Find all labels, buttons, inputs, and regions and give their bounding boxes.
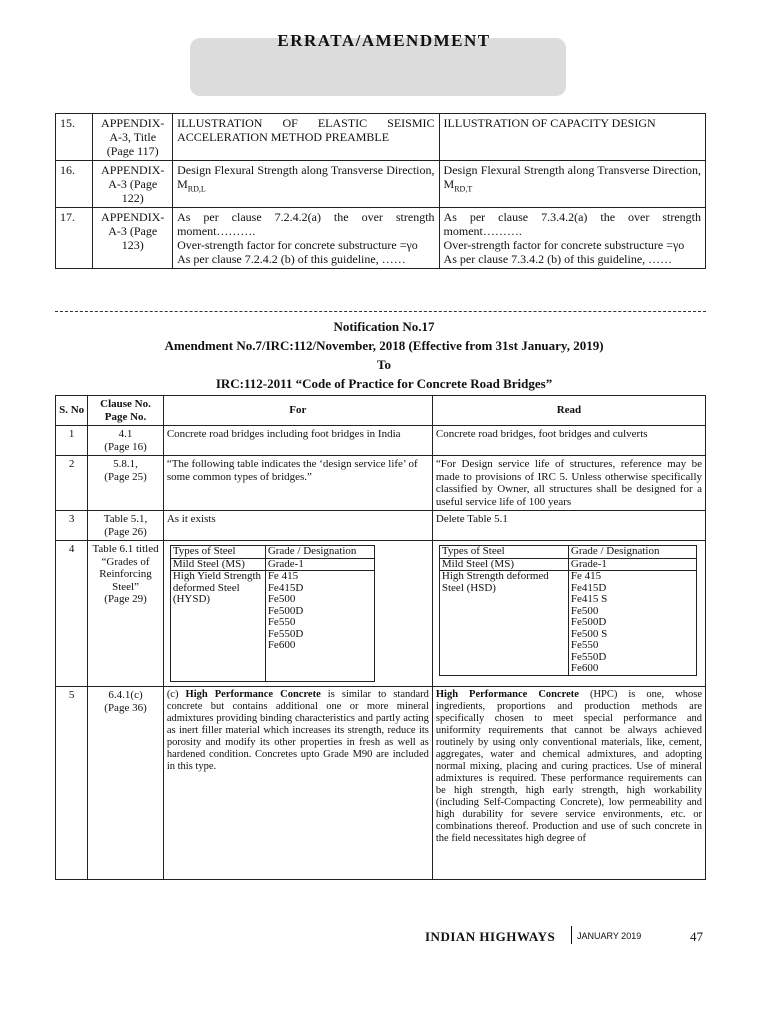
header-sno: S. No <box>56 396 88 426</box>
inner-header-row <box>439 546 696 559</box>
issue-date: JANUARY 2019 <box>577 931 642 941</box>
row-number: 4 <box>56 541 88 687</box>
row-number: 16. <box>56 161 93 208</box>
steel-type: Mild Steel (MS) <box>170 558 265 571</box>
clause-page: (Page 25) <box>104 470 147 483</box>
table-row <box>56 114 706 161</box>
for-text <box>163 687 432 880</box>
clause-page: (Page 16) <box>104 440 147 453</box>
for-text: “The following table indicates the ‘design service life’ of some common types of bridges.” <box>163 456 432 511</box>
inner-row <box>170 558 374 571</box>
for-steel-cell <box>163 541 432 687</box>
for-text-main: Design Flexural Strength along Transverse Direction, M <box>177 163 435 191</box>
steel-grade: Grade-1 <box>568 558 696 571</box>
steel-grade: Fe 415 Fe415D Fe415 S Fe500 Fe500D Fe500 S Fe550 Fe550D Fe600 <box>568 571 696 676</box>
read-bold-term: High Performance Concrete <box>435 689 579 700</box>
read-line: As per clause 7.3.4.2(a) the over strength moment………. <box>443 210 701 238</box>
clause-page: (Page 29) <box>104 593 147 605</box>
for-text: ILLUSTRATION OF ELASTIC SEISMIC ACCELERATION METHOD PREAMBLE <box>173 114 439 161</box>
for-text: As it exists <box>163 511 432 541</box>
clause-cell <box>88 541 164 687</box>
clause-cell <box>88 511 164 541</box>
footer-separator <box>571 926 572 944</box>
steel-type: High Strength deformed Steel (HSD) <box>439 571 568 676</box>
read-text: “For Design service life of structures, reference may be made to provisions of IRC 5. Unless otherwise specifically classified by Owner, all structures shall be designed for a useful service life of 100 years <box>432 456 705 511</box>
inner-header-row <box>170 546 374 559</box>
clause-no: 6.4.1(c) <box>108 689 143 701</box>
clause-page: (Page 36) <box>104 701 147 714</box>
read-subscript: RD,T <box>454 184 473 194</box>
table-row <box>56 161 706 208</box>
clause-no: Table 6.1 titled “Grades of Reinforcing Steel” <box>92 543 159 593</box>
steel-type: High Yield Strength deformed Steel (HYSD) <box>170 571 265 682</box>
table-row <box>56 456 706 511</box>
table-row <box>56 541 706 687</box>
for-text <box>173 208 439 269</box>
inner-header: Types of Steel <box>170 546 265 559</box>
read-steel-cell <box>432 541 705 687</box>
clause-no: 5.8.1, <box>113 458 138 470</box>
clause-no: 4.1 <box>118 428 133 440</box>
amendment-table <box>55 395 706 880</box>
steel-type: Mild Steel (MS) <box>439 558 568 571</box>
reference: APPENDIX-A-3, Title (Page 117) <box>93 114 173 161</box>
code-title: IRC:112-2011 “Code of Practice for Concrete Road Bridges” <box>215 376 553 391</box>
row-number: 2 <box>56 456 88 511</box>
read-text <box>439 161 705 208</box>
read-body: (HPC) is one, whose ingredients, proportions and production methods are specifically chosen to meet special performance and uniformity requirements that cannot be always achieved routinely by using only conventional materials, like, cement, aggregates, water and chemical admixtures, and adopting normal mixing, placing and curing practices. Use of mineral admixtures is required. These performance requirements can be high strength, high early strength, high workability (including Self-Compacting Concrete), low permeability and high durability for severe service environments, etc. or combinations thereof. Production and use of such concrete in the field necessitates high degree of <box>435 689 702 844</box>
header-clause: Clause No. Page No. <box>88 396 164 426</box>
inner-header: Grade / Designation <box>265 546 374 559</box>
table-row <box>56 426 706 456</box>
clause-page: (Page 26) <box>104 525 147 538</box>
read-text: ILLUSTRATION OF CAPACITY DESIGN <box>439 114 705 161</box>
read-text: Concrete road bridges, foot bridges and culverts <box>432 426 705 456</box>
table-row <box>56 687 706 880</box>
errata-table <box>55 113 706 269</box>
publication-name: INDIAN HIGHWAYS <box>425 929 556 944</box>
table-header-row <box>56 396 706 426</box>
for-line: As per clause 7.2.4.2 (b) of this guideline, …… <box>177 252 406 266</box>
for-bold-term: High Performance Concrete <box>185 689 321 700</box>
inner-row <box>439 571 696 676</box>
reference: APPENDIX-A-3 (Page 122) <box>93 161 173 208</box>
inner-row <box>170 571 374 682</box>
read-line: Over-strength factor for concrete substructure =γo <box>443 238 685 252</box>
steel-grade: Fe 415 Fe415D Fe500 Fe500D Fe550 Fe550D Fe600 <box>265 571 374 682</box>
row-number: 17. <box>56 208 93 269</box>
header-read: Read <box>432 396 705 426</box>
for-steel-table <box>170 545 375 682</box>
steel-grade: Grade-1 <box>265 558 374 571</box>
reference: APPENDIX-A-3 (Page 123) <box>93 208 173 269</box>
read-text <box>432 687 705 880</box>
clause-cell <box>88 456 164 511</box>
amendment-line: Amendment No.7/IRC:112/November, 2018 (Effective from 31st January, 2019) <box>164 338 604 353</box>
clause-no: Table 5.1, <box>103 513 148 525</box>
clause-cell <box>88 687 164 880</box>
notification-number: Notification No.17 <box>333 319 435 334</box>
read-line: As per clause 7.3.4.2 (b) of this guideline, …… <box>443 252 673 266</box>
dashed-divider <box>55 311 706 312</box>
to-line: To <box>377 357 391 372</box>
row-number: 5 <box>56 687 88 880</box>
read-text: Delete Table 5.1 <box>432 511 705 541</box>
page-number: 47 <box>690 929 703 944</box>
read-text <box>439 208 705 269</box>
header-for: For <box>163 396 432 426</box>
inner-header: Types of Steel <box>439 546 568 559</box>
inner-header: Grade / Designation <box>568 546 696 559</box>
inner-row <box>439 558 696 571</box>
for-subscript: RD,L <box>187 184 206 194</box>
for-line: As per clause 7.2.4.2(a) the over strength moment………. <box>177 210 435 238</box>
read-text-main: Design Flexural Strength along Transverse Direction, M <box>443 163 701 191</box>
for-prefix: (c) <box>166 689 186 700</box>
clause-cell <box>88 426 164 456</box>
for-text <box>173 161 439 208</box>
row-number: 15. <box>56 114 93 161</box>
row-number: 1 <box>56 426 88 456</box>
page-title: ERRATA/AMENDMENT <box>277 31 491 50</box>
for-line: Over-strength factor for concrete substructure =γo <box>177 238 418 252</box>
for-body: is similar to standard concrete but contains additional one or more mineral admixtures providing binding characteristics and partly acting as inert filler material which increases its strength, reduce its porosity and modify its other properties in fresh as well as hardened condition. Concretes upto Grade M90 are included in this type. <box>166 689 429 772</box>
for-text: Concrete road bridges including foot bridges in India <box>163 426 432 456</box>
table-row <box>56 208 706 269</box>
row-number: 3 <box>56 511 88 541</box>
table-row <box>56 511 706 541</box>
read-steel-table <box>439 545 697 676</box>
